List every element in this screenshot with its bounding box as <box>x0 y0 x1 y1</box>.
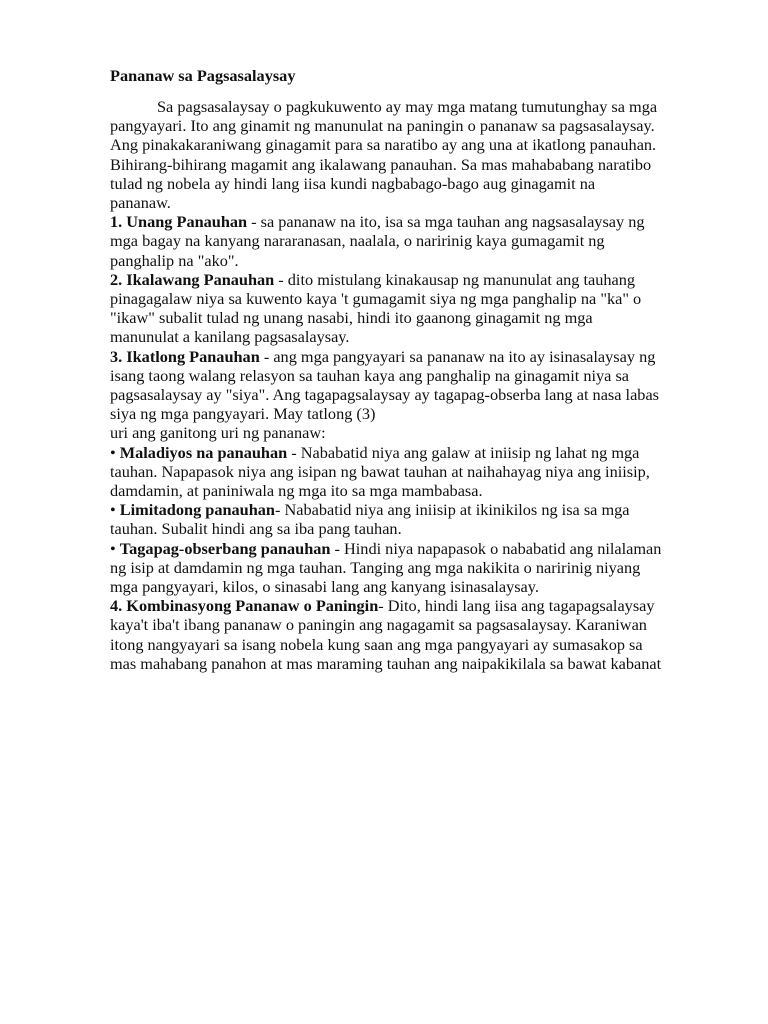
item-text: "ikaw" subalit tulad ng unang nasabi, hindi ito gaanong ginagamit ng mga <box>110 308 593 328</box>
item-text: - Dito, hindi lang iisa ang tagapagsalaysay <box>378 596 655 616</box>
item-text: - sa pananaw na ito, isa sa mga tauhan ang nagsasalaysay ng <box>247 212 645 232</box>
item-heading: 1. Unang Panauhan <box>110 212 248 232</box>
intro-line: Ang pinakakaraniwang ginagamit para sa naratibo ay ang una at ikatlong panauhan. <box>110 135 657 155</box>
item-heading: 3. Ikatlong Panauhan <box>110 346 260 366</box>
subitem-text: mga pangyayari, kilos, o sinasabi lang ang kanyang isinasalaysay. <box>110 577 539 597</box>
subitem-text: - Nababatid niya ang iniisip at ikinikilos ng isa sa mga <box>274 500 630 520</box>
item-text: manunulat a kanilang pagsasalaysay. <box>110 327 350 347</box>
item-text: mas mahabang panahon at mas maraming tauhan ang naipakikilala sa bawat kabanat <box>110 653 662 673</box>
item-text: siya ng mga pangyayari. May tatlong (3) <box>110 404 376 424</box>
subitem-text: tauhan. Napapasok niya ang isipan ng bawat tauhan at naihahayag niya ang iniisip, <box>110 461 650 481</box>
item-ikalawang-panauhan <box>110 270 720 347</box>
subitem-text: - Nababatid niya ang galaw at iniisip ng lahat ng mga <box>287 442 640 462</box>
subitem-heading: Maladiyos na panauhan <box>119 442 288 462</box>
bullet-icon: • <box>110 538 116 558</box>
item-text: itong nangyayari sa isang nobela kung saan ang mga pangyayari ay sumasakop sa <box>110 634 643 654</box>
item-heading: 4. Kombinasyong Pananaw o Paningin <box>110 596 379 616</box>
subitem-heading: Limitadong panauhan <box>119 500 275 520</box>
subitem-tagapag-obserba <box>110 539 720 597</box>
item-unang-panauhan <box>110 212 720 270</box>
item-text: - dito mistulang kinakausap ng manunulat ang tauhang <box>274 269 636 289</box>
intro-line: Bihirang-bihirang magamit ang ikalawang panauhan. Sa mas mahababang naratibo <box>110 154 652 174</box>
item-heading: 2. Ikalawang Panauhan <box>110 269 275 289</box>
subitem-text: damdamin, at paniniwala ng mga ito sa mga mambabasa. <box>110 481 483 501</box>
intro-line: pananaw. <box>110 193 171 213</box>
subitem-heading: Tagapag-obserbang panauhan <box>119 538 331 558</box>
subitem-text: ng isip at damdamin ng mga tauhan. Tanging ang mga nakikita o naririnig niyang <box>110 557 641 577</box>
bullet-icon: • <box>110 442 116 462</box>
item-text: uri ang ganitong uri ng pananaw: <box>110 423 326 443</box>
subitem-text: - Hindi niya napapasok o nababatid ang nilalaman <box>330 538 662 558</box>
item-text: pagsasalaysay ay "siya". Ang tagapagsalaysay ay tagapag-obserba lang at nasa labas <box>110 385 660 405</box>
intro-line: pangyayari. Ito ang ginamit ng manunulat na paningin o pananaw sa pagsasalaysay. <box>110 116 655 136</box>
item-text: - ang mga pangyayari sa pananaw na ito ay isinasalaysay ng <box>259 346 656 366</box>
item-text: pinagagalaw niya sa kuwento kaya 't gumagamit siya ng mga panghalip na "ka" o <box>110 289 642 309</box>
bullet-icon: • <box>110 500 116 520</box>
intro-line: Sa pagsasalaysay o pagkukuwento ay may mga matang tumutunghay sa mga <box>157 97 658 116</box>
item-text: kaya't iba't ibang pananaw o paningin ang nagagamit sa pagsasalaysay. Karaniwan <box>110 615 647 635</box>
document-page <box>110 66 720 673</box>
item-kombinasyong-pananaw <box>110 596 720 673</box>
item-text: mga bagay na kanyang nararanasan, naalala, o naririnig kaya gumagamit ng <box>110 231 605 251</box>
subitem-limitado <box>110 500 720 538</box>
subitem-text: tauhan. Subalit hindi ang sa iba pang tauhan. <box>110 519 402 539</box>
intro-paragraph <box>110 97 720 212</box>
intro-line: tulad ng nobela ay hindi lang iisa kundi nagbabago-bago aug ginagamit na <box>110 173 596 193</box>
item-text: isang taong walang relasyon sa tauhan kaya ang panghalip na ginagamit niya sa <box>110 365 630 385</box>
subitem-maladiyos <box>110 443 720 501</box>
item-ikatlong-panauhan <box>110 347 720 443</box>
document-title: Pananaw sa Pagsasalaysay <box>110 66 296 85</box>
item-text: panghalip na "ako". <box>110 250 239 270</box>
